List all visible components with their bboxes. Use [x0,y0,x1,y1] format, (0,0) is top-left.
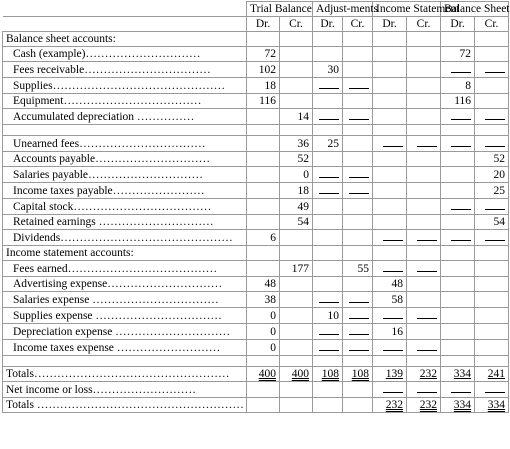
group-header-row [3,2,509,17]
fees-receivable-tb-dr: 102 [247,62,280,78]
row-label-salaries-payable: Salaries payable………………………… [3,167,247,183]
dep-exp-is-dr: 16 [373,324,407,340]
answer-blank [319,109,339,120]
balance-sheet-title: Balance Sheet [444,3,510,15]
equipment-tb-dr: 116 [247,94,280,109]
answer-blank [383,261,403,272]
cash-bs-dr: 72 [441,47,475,62]
net-income-label: Net income or loss……………………… [3,382,247,398]
unearned-adj-dr: 25 [313,136,343,152]
row-label-supplies-exp: Supplies expense …………………………… [3,308,247,324]
section-row-balance [3,32,509,47]
row-label-advertising: Advertising expense………………………… [3,277,247,292]
answer-blank [349,324,369,335]
label-subheader-blank [3,17,247,32]
tax-exp-tb-dr: 0 [247,340,280,356]
accum-dep-tb-cr: 14 [280,109,313,125]
retained-tb-cr: 54 [280,215,313,230]
trial-balance-title: Trial Balance [250,3,312,15]
section-title-income: Income statement accounts: [3,246,247,261]
supplies-exp-adj-dr: 10 [313,308,343,324]
answer-blank [417,340,437,351]
answer-blank [485,62,505,73]
final-totals-label: Totals ……………………………………………… [3,398,247,413]
answer-blank [417,136,437,147]
totals-tb-cr: 400 [291,368,310,380]
fees-earned-adj-cr: 55 [343,261,373,277]
spacer-row [3,356,509,367]
supplies-tb-dr: 18 [247,78,280,94]
balance-sheet-header [441,2,509,17]
answer-blank [319,183,339,194]
salaries-payable-bs-cr: 20 [475,167,509,183]
answer-blank [451,136,471,147]
table-row [3,324,509,340]
equipment-bs-dr: 116 [441,94,475,109]
answer-blank [383,230,403,241]
tb-cr-header: Cr. [280,17,313,32]
row-label-salaries-exp: Salaries expense …………………………… [3,292,247,308]
table-row [3,167,509,183]
row-label-dividends: Dividends……………………………………… [3,230,247,246]
totals-is-cr: 232 [419,368,438,380]
answer-blank [319,78,339,89]
answer-blank [349,183,369,194]
answer-blank [485,136,505,147]
answer-blank [349,167,369,178]
row-label-fees-receivable: Fees receivable…………………………… [3,62,247,78]
totals-tb-dr: 400 [258,368,276,380]
final-totals-is-dr: 232 [385,399,404,411]
answer-blank [485,230,505,241]
table-row [3,47,509,62]
answer-blank [319,167,339,178]
answer-blank [485,109,505,120]
row-label-fees-earned: Fees earned………………………………… [3,261,247,277]
advertising-tb-dr: 48 [247,277,280,292]
table-row [3,183,509,199]
final-totals-bs-cr: 334 [487,399,506,411]
answer-blank [319,292,339,303]
answer-blank [349,340,369,351]
row-label-cash: Cash (example)………………………… [3,47,247,62]
unearned-tb-cr: 36 [280,136,313,152]
table-row [3,340,509,356]
table-row [3,136,509,152]
salaries-exp-tb-dr: 38 [247,292,280,308]
final-totals-is-cr: 232 [419,399,438,411]
is-cr-header: Cr. [407,17,441,32]
is-dr-header: Dr. [373,17,407,32]
totals-bs-cr: 241 [487,368,506,380]
answer-blank [383,136,403,147]
answer-blank [417,230,437,241]
answer-blank [349,78,369,89]
adjustments-title: Adjust-ments [316,3,378,15]
totals-bs-dr: 334 [453,368,472,380]
totals-row [3,367,509,382]
answer-blank [383,308,403,319]
row-label-tax-exp: Income taxes expense ……………………… [3,340,247,356]
answer-blank [349,308,369,319]
row-label-supplies: Supplies……………………………………… [3,78,247,94]
table-row [3,62,509,78]
totals-label: Totals…………………………………………… [3,367,247,382]
ap-tb-cr: 52 [280,152,313,167]
table-row [3,152,509,167]
section-row-income [3,246,509,261]
answer-blank [485,382,505,393]
table-row [3,94,509,109]
answer-blank [319,324,339,335]
answer-blank [485,199,505,210]
adj-cr-header: Cr. [343,17,373,32]
advertising-is-dr: 48 [373,277,407,292]
table-row [3,199,509,215]
net-income-row [3,382,509,398]
cash-tb-dr: 72 [247,47,280,62]
table-row [3,78,509,94]
answer-blank [319,340,339,351]
table-row [3,230,509,246]
row-label-capital-stock: Capital stock……………………………… [3,199,247,215]
answer-blank [451,230,471,241]
fees-earned-tb-cr: 177 [280,261,313,277]
row-label-accounts-payable: Accounts payable………………………… [3,152,247,167]
answer-blank [451,62,471,73]
worksheet-table [2,1,509,413]
row-label-unearned: Unearned fees…………………………… [3,136,247,152]
answer-blank [383,340,403,351]
adj-dr-header: Dr. [313,17,343,32]
answer-blank [417,382,437,393]
table-row [3,215,509,230]
answer-blank [451,382,471,393]
row-label-retained: Retained earnings ………………………… [3,215,247,230]
adjustments-header [313,2,378,17]
row-label-dep-exp: Depreciation expense ………………………… [3,324,247,340]
table-row [3,292,509,308]
row-label-equipment: Equipment……………………………… [3,94,247,109]
salaries-payable-tb-cr: 0 [280,167,313,183]
income-statement-header [373,2,460,17]
dividends-tb-dr: 6 [247,230,280,246]
tax-payable-bs-cr: 25 [475,183,509,199]
answer-blank [383,382,403,393]
final-totals-bs-dr: 334 [453,399,472,411]
answer-blank [349,292,369,303]
totals-adj-dr: 108 [321,368,340,380]
row-label-tax-payable: Income taxes payable…………………… [3,183,247,199]
table-row [3,277,509,292]
bs-dr-header: Dr. [441,17,475,32]
answer-blank [417,308,437,319]
final-totals-row [3,398,509,413]
answer-blank [451,109,471,120]
spacer-row [3,125,509,136]
supplies-bs-dr: 8 [441,78,475,94]
label-header-blank [3,2,247,17]
supplies-exp-tb-dr: 0 [247,308,280,324]
dr-cr-header-row [3,17,509,32]
tax-payable-tb-cr: 18 [280,183,313,199]
totals-adj-cr: 108 [351,368,370,380]
answer-blank [349,109,369,120]
capital-stock-tb-cr: 49 [280,199,313,215]
dep-exp-tb-dr: 0 [247,324,280,340]
table-row [3,308,509,324]
ap-bs-cr: 52 [475,152,509,167]
fees-receivable-adj-dr: 30 [313,62,343,78]
section-title-balance: Balance sheet accounts: [3,32,247,47]
answer-blank [417,261,437,272]
retained-bs-cr: 54 [475,215,509,230]
totals-is-dr: 139 [385,368,404,380]
tb-dr-header: Dr. [247,17,280,32]
table-row [3,109,509,125]
salaries-exp-is-dr: 58 [373,292,407,308]
table-row [3,261,509,277]
answer-blank [451,199,471,210]
income-statement-title: Income Statement [376,3,460,15]
bs-cr-header: Cr. [475,17,509,32]
row-label-accum-dep: Accumulated depreciation …………… [3,109,247,125]
trial-balance-header [247,2,313,17]
